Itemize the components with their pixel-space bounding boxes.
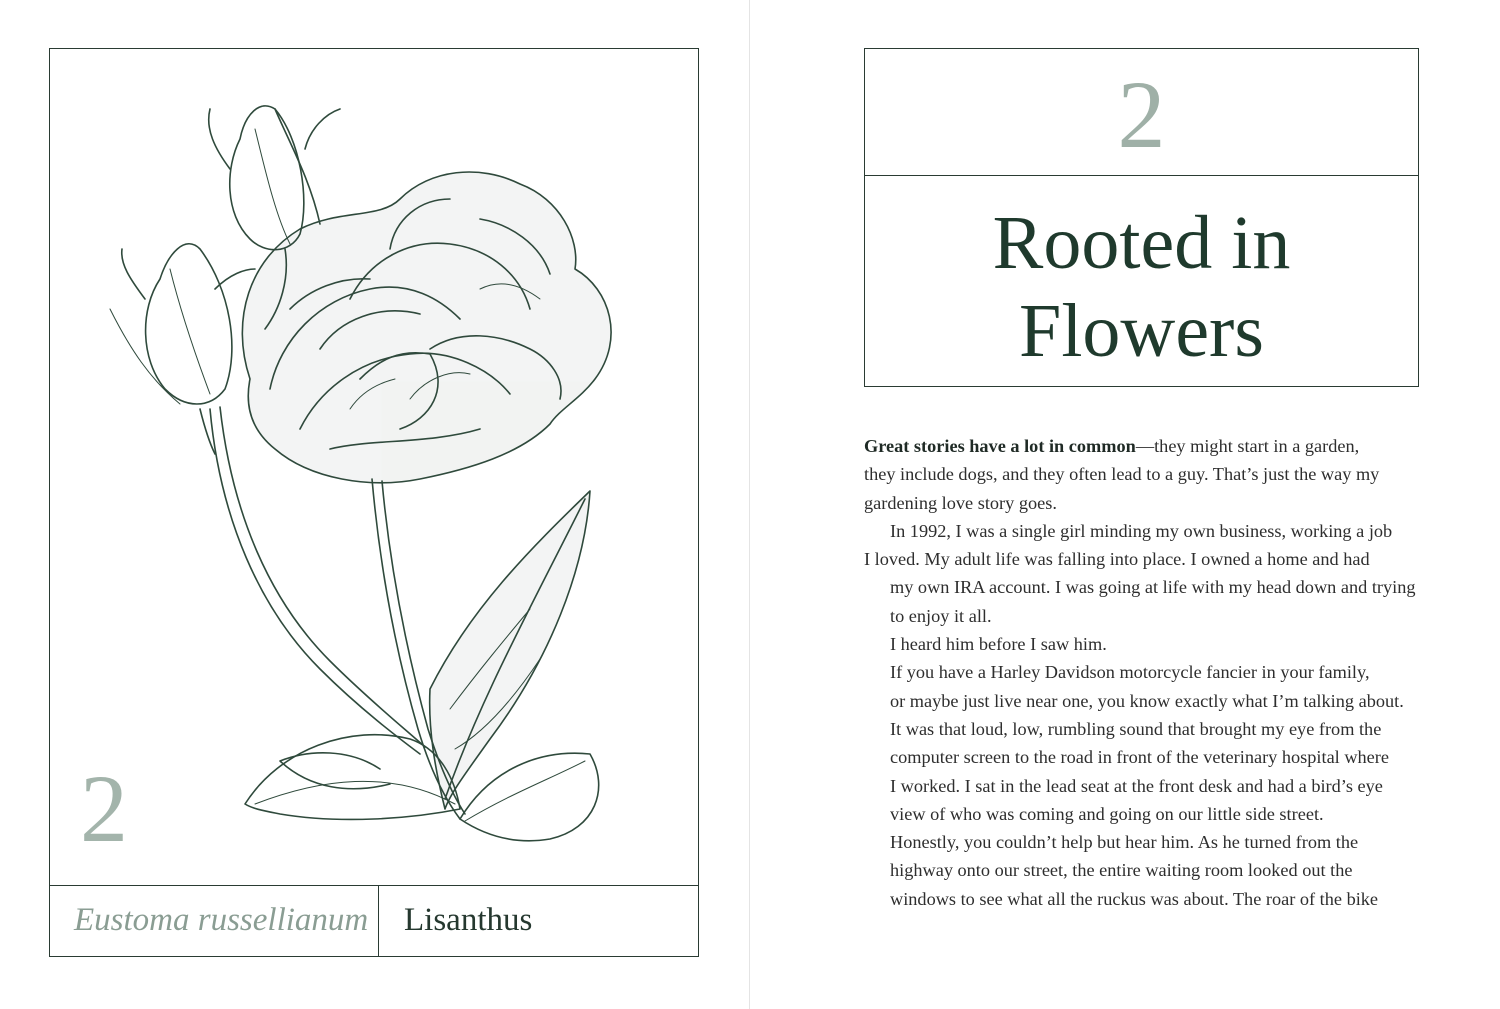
paragraph-line: Honestly, you couldn’t help but hear him. As he turned from the	[890, 832, 1359, 853]
paragraph-1	[864, 432, 1424, 517]
chapter-number: 2	[1117, 61, 1166, 168]
lisianthus-illustration	[50, 49, 698, 885]
lead-in: Great stories have a lot in common	[864, 436, 1136, 456]
bottom-left-leaf	[245, 735, 460, 820]
paragraph-5	[864, 828, 1424, 913]
latin-name: Eustoma russellianum	[74, 902, 369, 938]
paragraph-line: I heard him before I saw him.	[890, 634, 1107, 655]
botanical-plate	[49, 48, 699, 957]
plate-caption	[50, 885, 698, 956]
paragraph-4	[864, 658, 1424, 828]
caption-divider	[378, 886, 379, 957]
chapter-divider	[865, 175, 1418, 176]
left-bud	[146, 244, 232, 404]
paragraph-line: If you have a Harley Davidson motorcycle fancier in your family,	[890, 662, 1370, 683]
paragraph-line: computer screen to the road in front of the veterinary hospital where	[890, 747, 1389, 768]
paragraph-2	[864, 517, 1424, 630]
paragraph-3	[864, 630, 1424, 658]
common-name: Lisanthus	[404, 902, 533, 938]
paragraph-line: gardening love story goes.	[864, 492, 1057, 513]
bottom-right-leaf	[460, 753, 599, 841]
paragraph-line: It was that loud, low, rumbling sound that brought my eye from the	[890, 718, 1382, 739]
chapter-title	[865, 199, 1418, 375]
paragraph-line: or maybe just live near one, you know exactly what I’m talking about.	[890, 690, 1404, 711]
chapter-body	[864, 432, 1424, 913]
chapter-title-line-1: Rooted in	[992, 201, 1291, 285]
chapter-title-line-2: Flowers	[1019, 289, 1264, 373]
paragraph-line: to enjoy it all.	[890, 605, 992, 626]
paragraph-line: In 1992, I was a single girl minding my own business, working a job	[890, 520, 1393, 541]
paragraph-line: they include dogs, and they often lead to a guy. That’s just the way my	[864, 464, 1380, 485]
chapter-heading-box	[864, 48, 1419, 387]
paragraph-line: I worked. I sat in the lead seat at the front desk and had a bird’s eye	[890, 775, 1383, 796]
page-gutter	[749, 0, 750, 1009]
paragraph-line: my own IRA account. I was going at life with my head down and trying	[890, 577, 1416, 598]
paragraph-line: highway onto our street, the entire waiting room looked out the	[890, 860, 1353, 881]
plate-number: 2	[80, 755, 128, 862]
paragraph-line: view of who was coming and going on our little side street.	[890, 803, 1324, 824]
paragraph-line: —they might start in a garden,	[1135, 436, 1360, 456]
paragraph-line: windows to see what all the ruckus was about. The roar of the bike	[890, 888, 1379, 909]
paragraph-line: I loved. My adult life was falling into place. I owned a home and had	[864, 549, 1370, 570]
